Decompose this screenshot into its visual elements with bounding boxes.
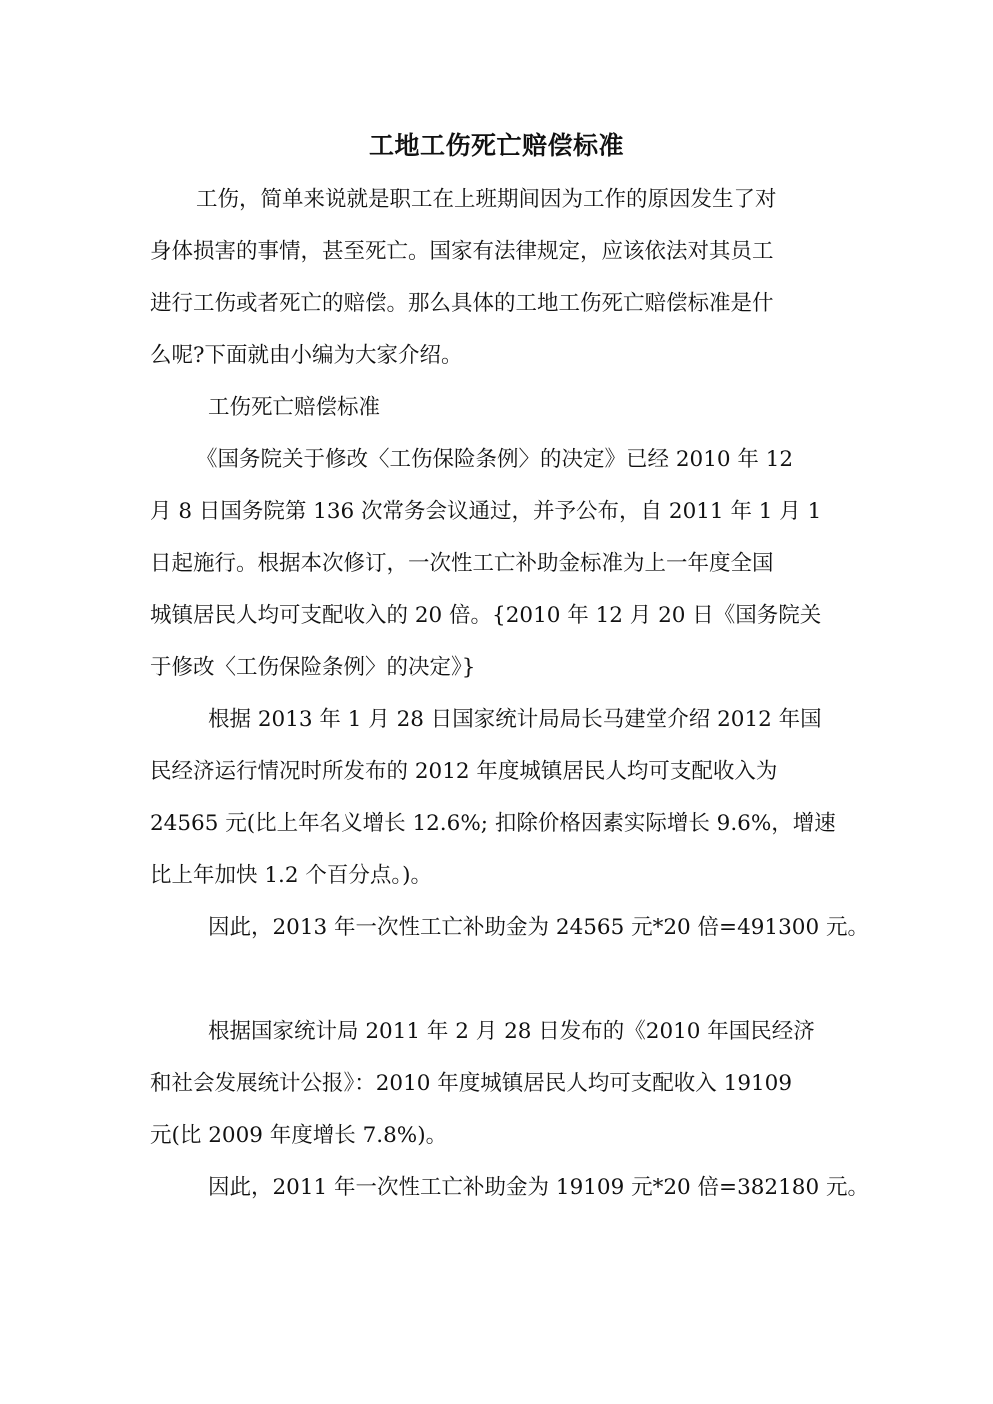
income-2012-line-2: 民经济运行情况时所发布的 2012 年度城镇居民人均可支配收入为	[150, 759, 778, 784]
intro-line-2: 身体损害的事情，甚至死亡。国家有法律规定，应该依法对其员工	[150, 239, 774, 264]
regulation-line-1: 《国务院关于修改〈工伤保险条例〉的决定》已经 2010 年 12	[196, 447, 794, 472]
regulation-line-5: 于修改〈工伤保险条例〉的决定》}	[150, 655, 476, 680]
intro-line-3: 进行工伤或者死亡的赔偿。那么具体的工地工伤死亡赔偿标准是什	[150, 291, 774, 316]
compensation-2011-line: 因此，2011 年一次性工亡补助金为 19109 元*20 倍=382180 元。	[208, 1175, 869, 1200]
document-title: 工地工伤死亡赔偿标准	[368, 131, 624, 160]
income-2010-line-3: 元(比 2009 年度增长 7.8%)。	[150, 1123, 448, 1148]
regulation-line-3: 日起施行。根据本次修订，一次性工亡补助金标准为上一年度全国	[150, 551, 774, 576]
intro-line-4: 么呢?下面就由小编为大家介绍。	[150, 343, 463, 368]
income-2010-line-2: 和社会发展统计公报》：2010 年度城镇居民人均可支配收入 19109	[150, 1071, 793, 1096]
compensation-2013-line: 因此，2013 年一次性工亡补助金为 24565 元*20 倍=491300 元。	[208, 915, 869, 940]
regulation-line-2: 月 8 日国务院第 136 次常务会议通过，并予公布，自 2011 年 1 月 1	[150, 499, 822, 524]
income-2010-line-1: 根据国家统计局 2011 年 2 月 28 日发布的《2010 年国民经济	[208, 1019, 815, 1044]
income-2012-line-1: 根据 2013 年 1 月 28 日国家统计局局长马建堂介绍 2012 年国	[208, 707, 822, 732]
section-heading: 工伤死亡赔偿标准	[208, 395, 381, 420]
intro-line-1: 工伤，简单来说就是职工在上班期间因为工作的原因发生了对	[196, 187, 777, 212]
income-2012-line-3: 24565 元(比上年名义增长 12.6%; 扣除价格因素实际增长 9.6%，增速	[150, 811, 836, 836]
income-2012-line-4: 比上年加快 1.2 个百分点。)。	[150, 863, 432, 888]
regulation-line-4: 城镇居民人均可支配收入的 20 倍。{2010 年 12 月 20 日《国务院关	[150, 603, 822, 628]
